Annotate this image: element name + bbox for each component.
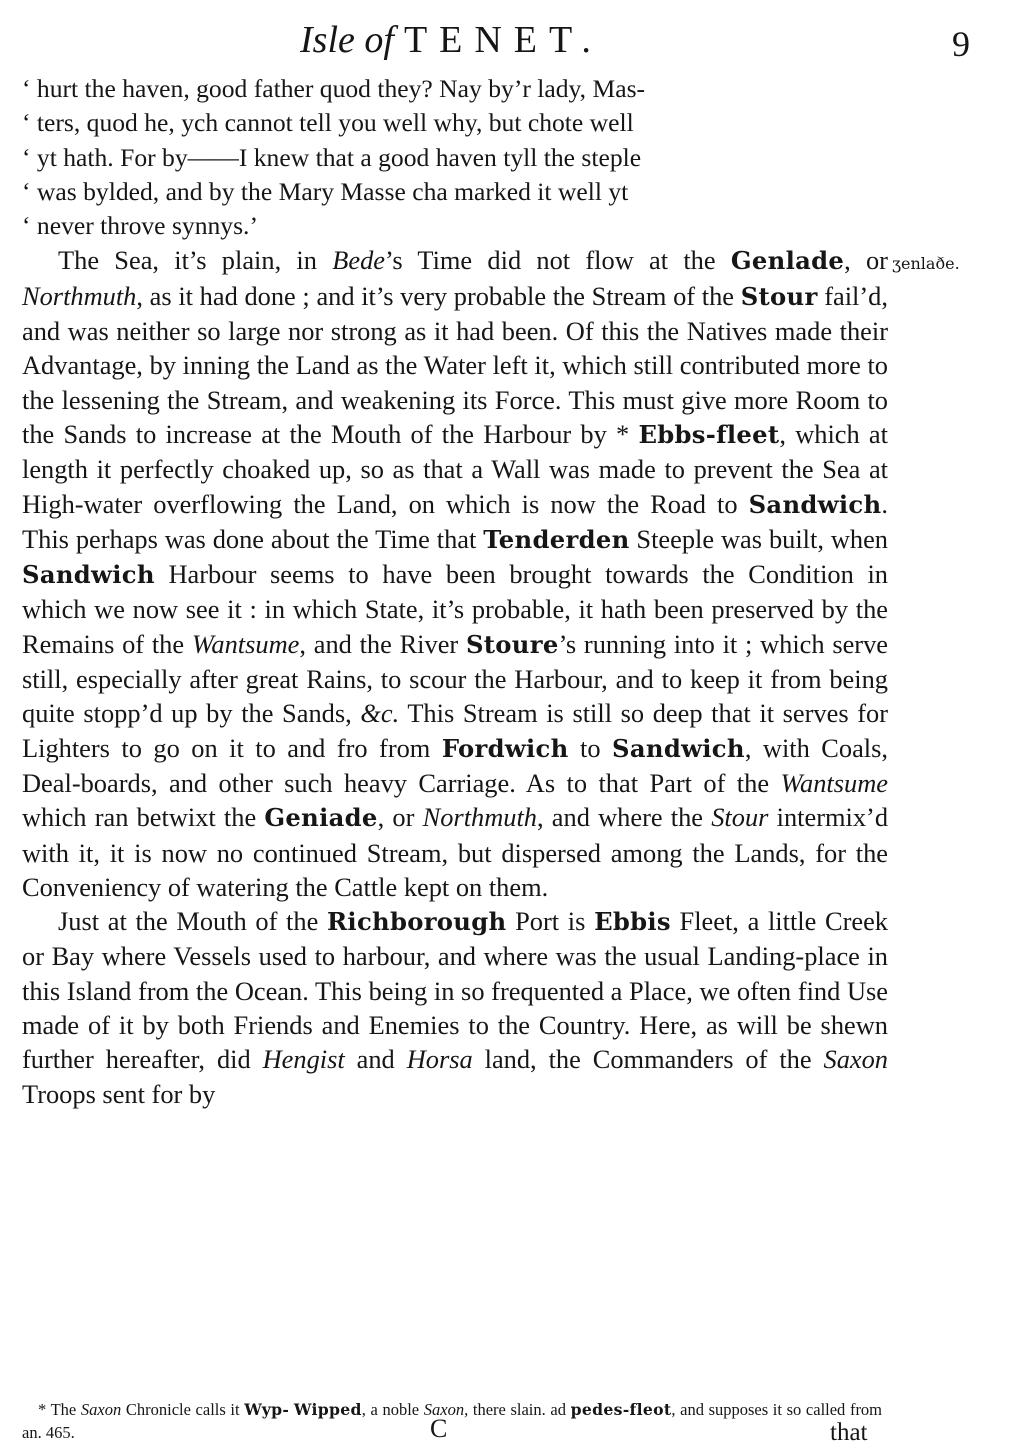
page-number: 9 xyxy=(952,24,970,64)
blackletter-name: pedes-fleot xyxy=(570,1400,672,1419)
text-run: , or xyxy=(844,245,888,276)
blackletter-name: Sandwich xyxy=(22,560,155,590)
text-run: ’s running into it ; which serve still, especially after great Rains, to scour the Harbour, and to keep it from being quite stopp’d up by the Sands, xyxy=(22,628,889,729)
blackletter-name: Richborough xyxy=(326,907,507,937)
quote-line: ‘ ters, quod he, ych cannot tell you well why, but chote well xyxy=(22,108,634,138)
text-run: , a noble xyxy=(361,1400,424,1419)
italic-name: Northmuth xyxy=(22,280,137,311)
running-head xyxy=(0,14,1010,66)
italic-name: Wantsume xyxy=(780,767,888,798)
text-run: and xyxy=(344,1044,407,1075)
text-run: . This perhaps was done about the Time that xyxy=(22,488,888,554)
blackletter-name: Wipped xyxy=(293,1400,362,1419)
text-run: , and supposes it so called from an. 465. xyxy=(22,1400,883,1442)
footnote-text xyxy=(22,1398,882,1444)
blackletter-name: Geniade xyxy=(264,803,378,833)
italic-name: Saxon, xyxy=(423,1400,469,1419)
text-run: The Sea, it’s plain, in xyxy=(58,245,333,276)
blackletter-name: Sandwich xyxy=(612,733,745,763)
signature-mark: C xyxy=(430,1414,448,1443)
blackletter-name: Tenderden xyxy=(483,524,630,554)
italic-name: Saxon xyxy=(80,1400,122,1419)
text-run: , and where the xyxy=(537,802,712,833)
text-run: to xyxy=(568,732,613,763)
quote-line: ‘ yt hath. For by——I knew that a good haven tyll the steple xyxy=(22,142,642,172)
footnote xyxy=(22,1398,882,1444)
italic-name: Saxon xyxy=(823,1044,888,1075)
body-text xyxy=(22,72,888,1111)
blackletter-name: Wyp- xyxy=(244,1400,290,1419)
text-run: , and the River xyxy=(299,628,466,659)
text-run: Chronicle calls it xyxy=(121,1400,245,1419)
italic-name: Horsa xyxy=(406,1044,473,1075)
italic-name: &c. xyxy=(360,698,400,729)
blackletter-name: Sandwich xyxy=(748,489,882,519)
text-run: This Stream is still so deep that it serves for Lighters to go on it to and fro from xyxy=(22,698,888,763)
text-run: Port is xyxy=(506,906,595,937)
text-run: Harbour seems to have been brought towards the Condition in which we now see it : in which State, it’s probable, it hath been preserved by the Remains of the xyxy=(22,559,888,659)
italic-name: Northmuth xyxy=(422,802,538,833)
blackletter-name: Ebbs-fleet xyxy=(638,419,780,449)
text-run: intermix’d with it, it is now no continued Stream, but dispersed among the Lands, for the Conveniency of watering the Cattle kept on them. xyxy=(22,802,889,902)
text-run: which ran betwixt the xyxy=(22,802,265,833)
blackletter-name: Ebbis xyxy=(594,907,671,937)
page-title-caps: TENET. xyxy=(403,19,603,61)
quote-line: ‘ was bylded, and by the Mary Masse cha marked it well yt xyxy=(22,176,629,206)
page-title xyxy=(300,18,603,62)
text-run: * The xyxy=(38,1400,81,1419)
blackletter-name: Genlade xyxy=(730,246,845,276)
text-run: fail’d, and was neither so large nor strong as it had been. Of this the Natives made their Advantage, by inning the Land as the Water left it, which still contributed more to the lessening the Stream, and weakening its Force. This must give more Room to the Sands to increase at the Mouth of the Harbour by * xyxy=(22,280,888,449)
text-run: , which at length it perfectly choaked up, so as that a Wall was made to prevent the Sea at High-water overflowing the Land, on which is now the Road to xyxy=(22,418,888,519)
text-run: Troops sent for by xyxy=(22,1078,216,1109)
page-title-italic: Isle of xyxy=(300,19,394,61)
text-run: ’s Time did not flow at the xyxy=(384,245,731,276)
catchword: that xyxy=(830,1419,868,1446)
blackletter-name: Stour xyxy=(740,281,818,311)
blackletter-name: Fordwich xyxy=(441,733,569,763)
quote-line: ‘ hurt the haven, good father quod they? Nay by’r lady, Mas- xyxy=(22,74,646,103)
text-run: land, the Commanders of the xyxy=(472,1044,824,1075)
text-run: , with Coals, Deal-boards, and other such heavy Carriage. As to that Part of the xyxy=(22,732,888,798)
paragraph-sea xyxy=(22,243,888,904)
blackletter-name: Stoure xyxy=(465,629,559,659)
italic-name: Bede xyxy=(332,245,385,276)
text-run: Fleet, a little Creek or Bay where Vessels used to harbour, and where was the usual Landing-place in this Island from the Ocean. This being in so frequented a Place, we often find Use made of it by both Friends and Enemies to the Country. Here, as will be shewn further hereafter, did xyxy=(22,906,889,1075)
margin-note: ʒenlaðe. xyxy=(892,254,960,273)
text-run: , as it had done ; and it’s very probable the Stream of the xyxy=(136,280,741,311)
text-run: Just at the Mouth of the xyxy=(58,906,327,937)
italic-name: Hengist xyxy=(262,1044,345,1075)
italic-name: Wantsume xyxy=(191,628,300,659)
paragraph-ebbis-fleet xyxy=(22,904,888,1111)
text-run: , or xyxy=(377,802,423,833)
text-run: Steeple was built, when xyxy=(629,523,888,554)
quote-line: ‘ never throve synnys.’ xyxy=(22,211,258,241)
text-run: there slain. ad xyxy=(468,1400,571,1419)
italic-name: Stour xyxy=(711,802,769,833)
